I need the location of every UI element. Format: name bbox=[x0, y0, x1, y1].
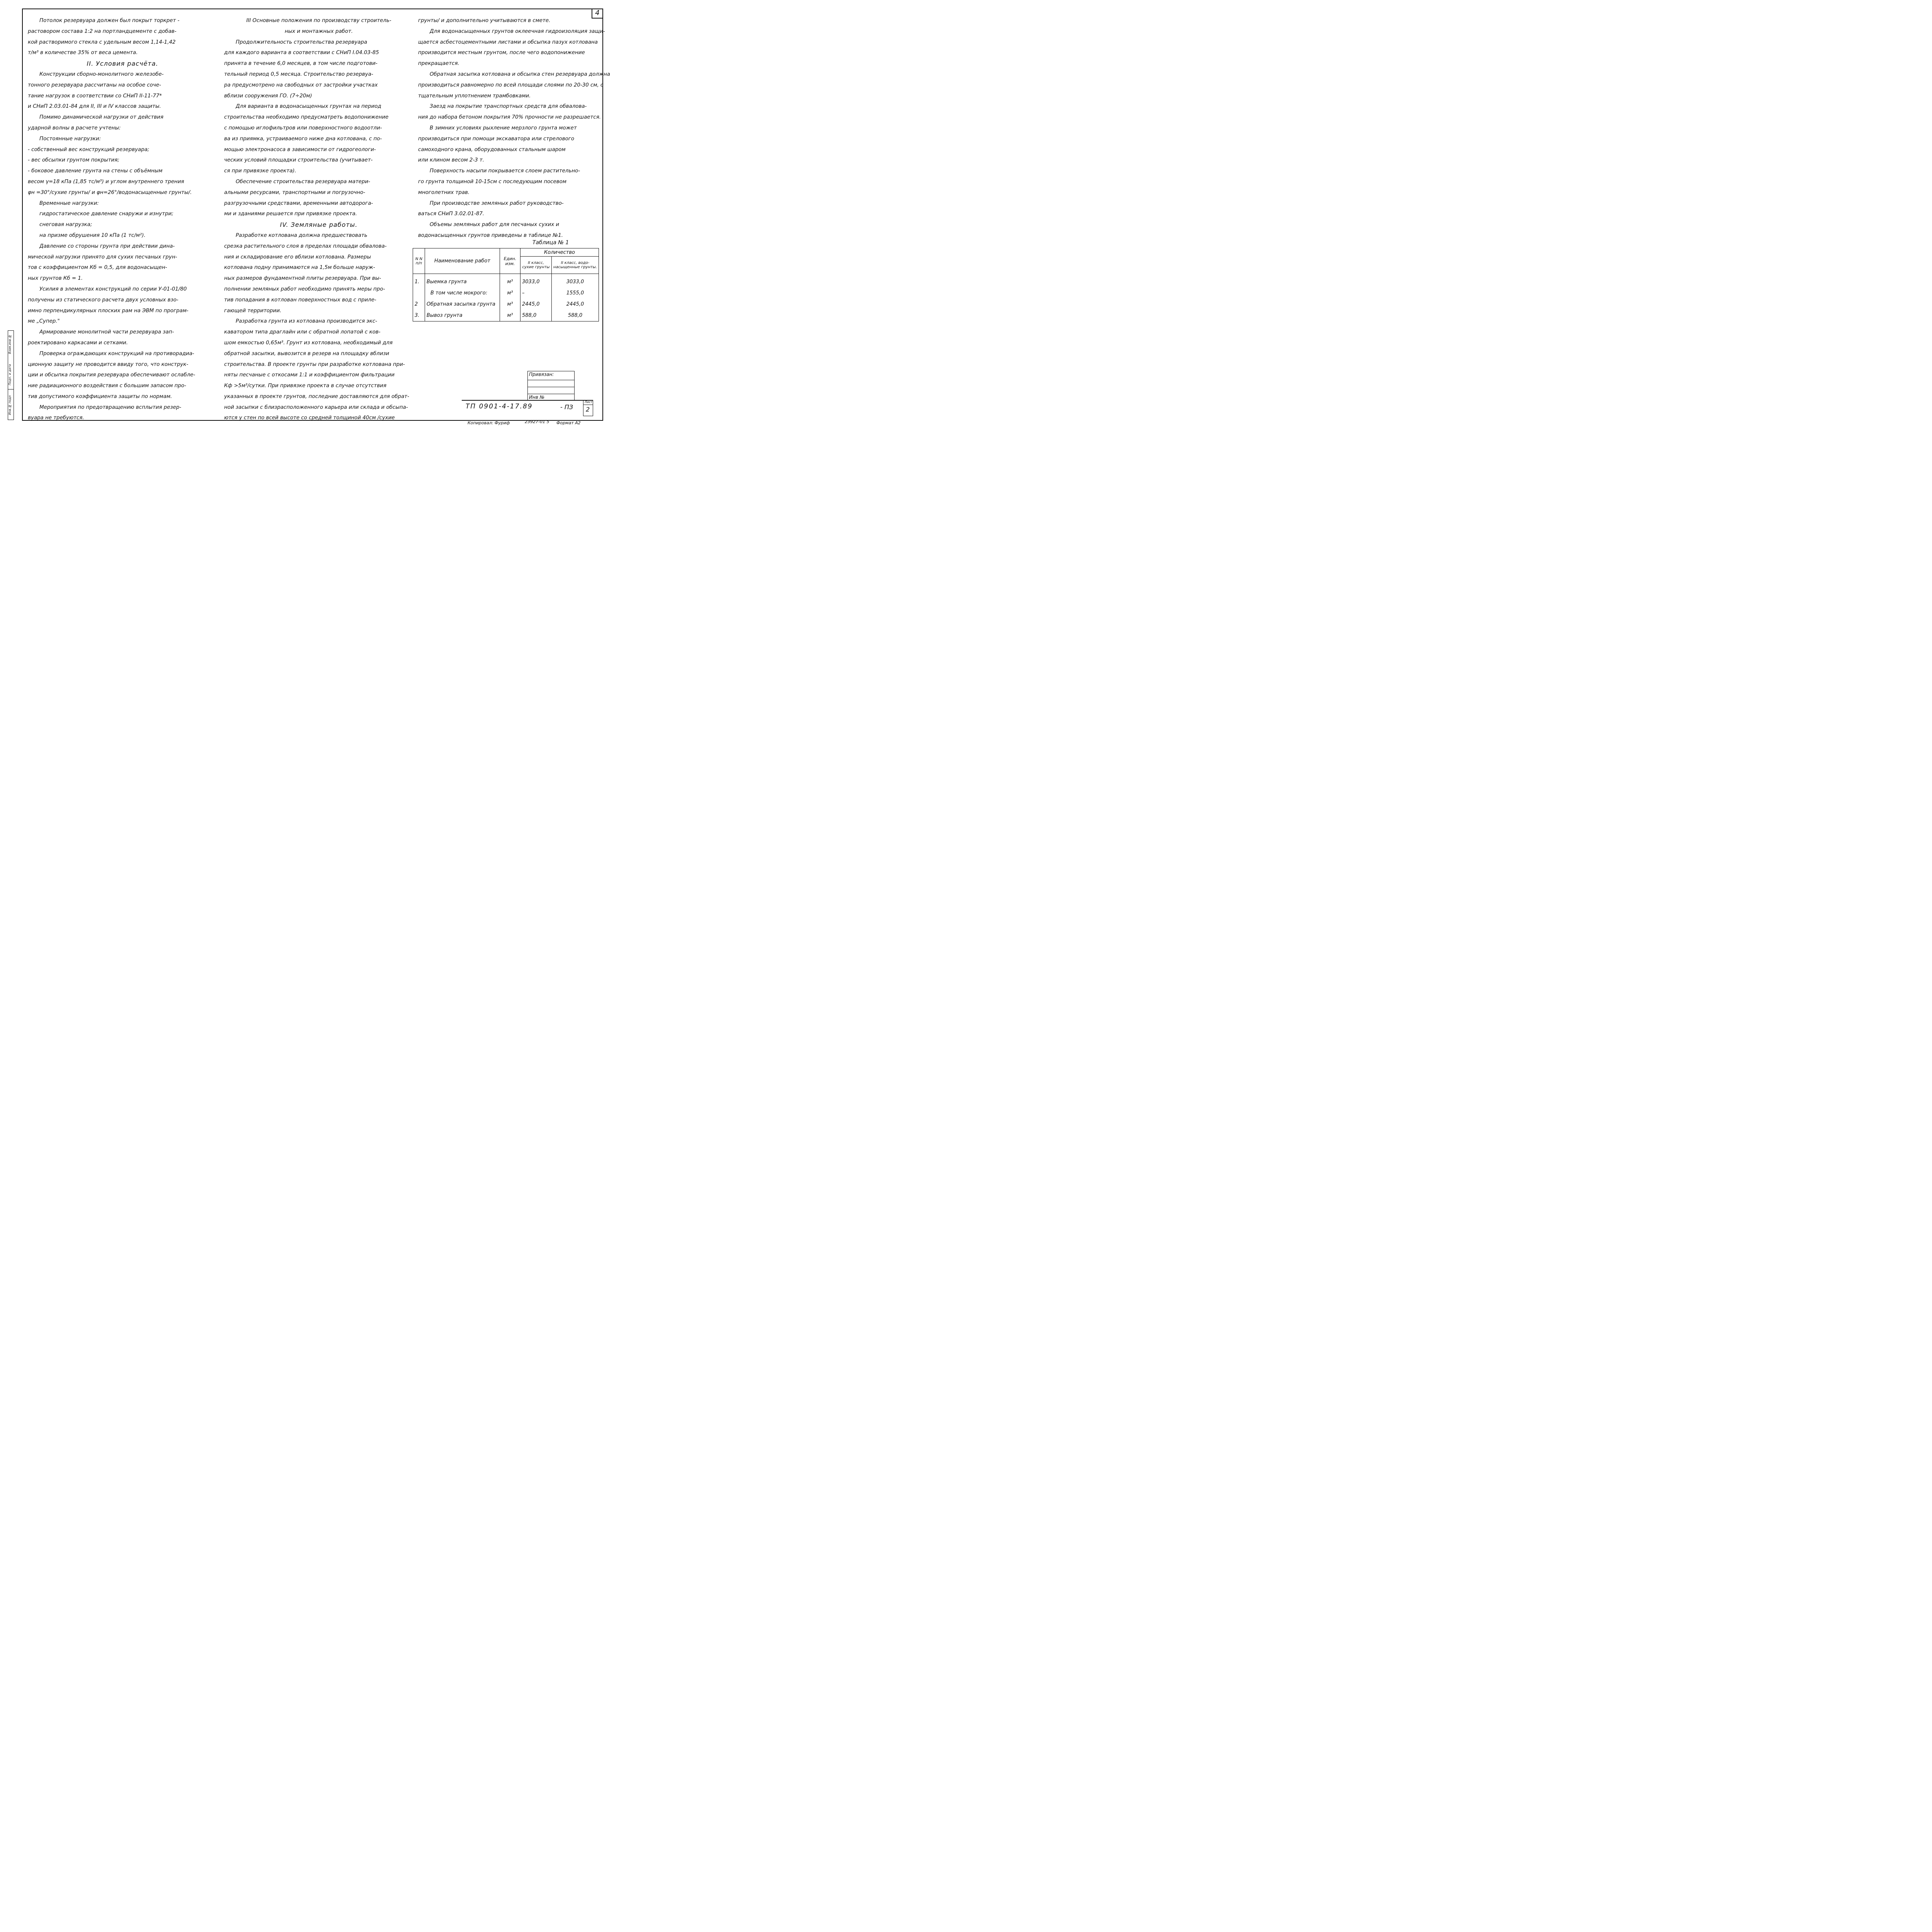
approval-sidebar bbox=[8, 330, 14, 420]
text-line: кой растворимого стекла с удельным весом 1,14-1,42 bbox=[28, 39, 176, 45]
table-row bbox=[413, 274, 599, 288]
cell-num: 3. bbox=[413, 310, 425, 321]
text-line: самоходного крана, оборудованных стальным шаром bbox=[418, 146, 566, 153]
text-line: тщательным уплотнением трамбовками. bbox=[418, 93, 531, 99]
text-line: вуара не требуются. bbox=[28, 415, 84, 421]
text-line: и СНиП 2.03.01-84 для II, III и IV классов защиты. bbox=[28, 104, 161, 110]
text-line: Усилия в элементах конструкций по серии У-01-01/80 bbox=[39, 286, 187, 292]
text-line: го грунта толщиной 10-15см с последующим посевом bbox=[418, 179, 566, 185]
cell-unit: м³ bbox=[500, 299, 520, 310]
cell-num: 2 bbox=[413, 299, 425, 310]
column-right bbox=[418, 15, 610, 241]
text-line: тонного резервуара рассчитаны на особое соче- bbox=[28, 82, 161, 88]
text-line: При производстве земляных работ руководство- bbox=[430, 200, 564, 206]
text-line: прекращается. bbox=[418, 61, 459, 67]
sidebar-inv: Инв.№ подл bbox=[8, 391, 14, 420]
text-line: гающей территории. bbox=[224, 308, 282, 314]
header-qty: Количество bbox=[520, 248, 599, 257]
cell-unit: м³ bbox=[500, 274, 520, 288]
text-line: Разработке котлована должна предшествовать bbox=[236, 232, 367, 238]
text-line: на призме обрушения 10 кПа (1 тс/м²). bbox=[39, 232, 146, 238]
text-line: с помощью иглофильтров или поверхностного водоотли- bbox=[224, 125, 382, 131]
text-line: котлована подну принимаются на 1,5м больше наруж- bbox=[224, 265, 375, 271]
text-line: ных грунтов Кб = 1. bbox=[28, 276, 83, 282]
text-line: или клином весом 2-3 т. bbox=[418, 157, 485, 163]
text-line: В зимних условиях рыхление мерзлого грунта может bbox=[430, 125, 577, 131]
text-line: водонасыщенных грунтов приведены в таблице №1. bbox=[418, 232, 563, 238]
text-line: мощью электронасоса в зависимости от гидрогеологи- bbox=[224, 146, 376, 153]
sheet-box bbox=[583, 400, 593, 416]
text-line: Продолжительность строительства резервуара bbox=[236, 39, 367, 45]
cell-unit: м³ bbox=[500, 310, 520, 321]
header-wet: II класс, водо-насыщенные грунты. bbox=[551, 257, 599, 274]
cell-dry: 2445,0 bbox=[520, 299, 552, 310]
text-line: производиться при помощи экскаватора или стрелового bbox=[418, 136, 575, 142]
text-line: Обратная засыпка котлована и обсыпка стен резервуара должна bbox=[430, 71, 610, 77]
table-row bbox=[413, 299, 599, 310]
text-line: для каждого варианта в соответствии с СНиП I.04.03-85 bbox=[224, 50, 379, 56]
text-line: срезка растительного слоя в пределах площади обвалова- bbox=[224, 243, 387, 249]
copied-by: Копировал: Фуриф bbox=[468, 420, 510, 425]
text-line: ние радиационного воздействия с большим запасом про- bbox=[28, 383, 186, 389]
text-line: ме „Супер." bbox=[28, 318, 60, 325]
text-line: гидростатическое давление снаружи и изнутри; bbox=[39, 211, 173, 217]
text-line: ва из приямка, устраиваемого ниже дна котлована, с по- bbox=[224, 136, 382, 142]
text-line: няты песчаные с откосами 1:1 и коэффициентом фильтрации bbox=[224, 372, 395, 378]
cell-name: Вывоз грунта bbox=[425, 310, 500, 321]
text-line: ции и обсыпка покрытия резервуара обеспечивают ослабле- bbox=[28, 372, 196, 378]
cell-name: В том числе мокрого: bbox=[425, 287, 500, 299]
text-line: Помимо динамической нагрузки от действия bbox=[39, 114, 163, 121]
text-line: Для водонасыщенных грунтов оклеечная гидроизоляция защи- bbox=[430, 28, 605, 34]
text-line: получены из статического расчета двух условных взо- bbox=[28, 297, 179, 303]
text-line: Временные нагрузки: bbox=[39, 200, 99, 206]
text-line: производиться равномерно по всей площади слоями по 20-30 см, с bbox=[418, 82, 604, 88]
text-line: указанных в проекте грунтов, последние доставляются для обрат- bbox=[224, 393, 409, 400]
header-dry: II класс, сухие грунты bbox=[520, 257, 552, 274]
text-line: ударной волны в расчете учтены: bbox=[28, 125, 121, 131]
cell-num bbox=[413, 287, 425, 299]
text-line: тив попадания в котлован поверхностных вод с приле- bbox=[224, 297, 376, 303]
text-line: ваться СНиП 3.02.01-87. bbox=[418, 211, 485, 217]
cell-wet: 1555,0 bbox=[551, 287, 599, 299]
text-line: обратной засыпки, вывозится в резерв на площадку вблизи bbox=[224, 350, 389, 357]
text-line: мической нагрузки принято для сухих песчаных грун- bbox=[28, 254, 177, 260]
cell-wet: 2445,0 bbox=[551, 299, 599, 310]
text-line: ми и зданиями решается при привязке проекта. bbox=[224, 211, 357, 217]
cell-unit: м³ bbox=[500, 287, 520, 299]
text-line: каватором типа драглайн или с обратной лопатой с ков- bbox=[224, 329, 381, 335]
text-line: грунты/ и дополнительно учитываются в смете. bbox=[418, 18, 551, 24]
text-line: тив допустимого коэффициента защиты по нормам. bbox=[28, 393, 172, 400]
text-line: т/м³ в количестве 35% от веса цемента. bbox=[28, 50, 138, 56]
text-line: щается асбестоцементными листами и обсыпка пазух котлована bbox=[418, 39, 598, 45]
cell-wet: 588,0 bbox=[551, 310, 599, 321]
cell-num: 1. bbox=[413, 274, 425, 288]
text-line: тов с коэффициентом Кб = 0,5, для водонасыщен- bbox=[28, 265, 167, 271]
sidebar-vzam: Взам.инв.№ bbox=[8, 335, 12, 354]
text-line: тельный период 0,5 месяца. Строительство резервуа- bbox=[224, 71, 373, 77]
text-line: ния до набора бетоном покрытия 70% прочности не разрешается. bbox=[418, 114, 601, 121]
text-line: Проверка ограждающих конструкций на противорадиа- bbox=[39, 350, 194, 357]
document-part: - ПЗ bbox=[560, 403, 573, 411]
cell-dry: 588,0 bbox=[520, 310, 552, 321]
table-caption: Таблица № 1 bbox=[532, 240, 569, 246]
text-line: ются у стен по всей высоте со средней толщиной 40см /сухие bbox=[224, 415, 395, 421]
cell-name: Обратная засыпка грунта bbox=[425, 299, 500, 310]
text-line: весом γ=18 кПа (1,85 тс/м³) и углом внутреннего трения bbox=[28, 179, 184, 185]
cell-wet: 3033,0 bbox=[551, 274, 599, 288]
section-heading: II. Условия расчёта. bbox=[87, 60, 158, 68]
earthworks-table bbox=[413, 248, 599, 321]
text-line: Объемы земляных работ для песчаных сухих и bbox=[430, 222, 560, 228]
sheet-label: Лист bbox=[585, 400, 593, 404]
text-line: Обеспечение строительства резервуара матери- bbox=[236, 179, 371, 185]
text-line: ния и складирование его вблизи котлована. Размеры bbox=[224, 254, 371, 260]
text-line: роектировано каркасами и сетками. bbox=[28, 340, 128, 346]
text-line: принята в течение 6,0 месяцев, в том числе подготови- bbox=[224, 61, 378, 67]
text-line: строительства. В проекте грунты при разработке котлована при- bbox=[224, 361, 405, 367]
inventory-label: Инв № bbox=[529, 395, 545, 400]
text-line: снеговая нагрузка; bbox=[39, 222, 92, 228]
text-line: Поверхность насыпи покрывается слоем растительно- bbox=[430, 168, 580, 174]
sheet-page: 2 bbox=[586, 406, 590, 413]
text-line: вблизи сооружения ГО. (7÷20м) bbox=[224, 93, 312, 99]
text-line: тание нагрузок в соответствии со СНиП II-11-77* bbox=[28, 93, 162, 99]
text-line: - собственный вес конструкций резервуара; bbox=[28, 146, 150, 153]
text-line: ционную защиту не проводится ввиду того, что конструк- bbox=[28, 361, 189, 367]
text-line: производится местным грунтом, после чего водопонижение bbox=[418, 50, 585, 56]
text-line: ческих условий площадки строительства (учитывает- bbox=[224, 157, 373, 163]
table-row bbox=[413, 310, 599, 321]
text-line: Конструкции сборно-монолитного железобе- bbox=[39, 71, 164, 77]
paper-format: Формат А2 bbox=[556, 420, 581, 425]
order-number: 23927-01 5 bbox=[525, 419, 549, 424]
text-line: - боковое давление грунта на стены с объёмным bbox=[28, 168, 163, 174]
header-name: Наименование работ bbox=[425, 248, 500, 274]
text-line: ных размеров фундаментной плиты резервуара. При вы- bbox=[224, 276, 381, 282]
text-line: Кф >5м³/сутки. При привязке проекта в случае отсутствия bbox=[224, 383, 386, 389]
text-line: Давление со стороны грунта при действии дина- bbox=[39, 243, 175, 249]
header-num: N N п/п bbox=[413, 248, 425, 274]
text-line: Заезд на покрытие транспортных средств для обвалова- bbox=[430, 104, 587, 110]
text-line: полнении земляных работ необходимо принять меры про- bbox=[224, 286, 385, 292]
table-row bbox=[413, 287, 599, 299]
text-line: многолетних трав. bbox=[418, 189, 470, 196]
text-line: ра предусмотрено на свободных от застройки участках bbox=[224, 82, 378, 88]
text-line: Потолок резервуара должен был покрыт торкрет - bbox=[39, 18, 180, 24]
text-line: шом емкостью 0,65м³. Грунт из котлована, необходимый для bbox=[224, 340, 393, 346]
text-line: имно перпендикулярных плоских рам на ЭВМ по програм- bbox=[28, 308, 189, 314]
text-line: ся при привязке проекта). bbox=[224, 168, 296, 174]
header-unit: Един. изм. bbox=[500, 248, 520, 274]
text-line: альными ресурсами, транспортными и погрузочно- bbox=[224, 189, 366, 196]
text-line: φн =30°/сухие грунты/ и φн=26°/водонасыщенные грунты/. bbox=[28, 189, 192, 196]
column-left bbox=[28, 15, 217, 423]
section-heading: III Основные положения по производству строитель- bbox=[246, 18, 391, 24]
document-code: ТП 0901-4-17.89 bbox=[466, 403, 533, 410]
text-line: Постоянные нагрузки: bbox=[39, 136, 101, 142]
text-line: ной засыпки с близрасположенного карьера или склада и обсыпа- bbox=[224, 404, 408, 410]
title-block bbox=[462, 371, 593, 416]
text-line: разгрузочными средствами, временными автодорога- bbox=[224, 200, 373, 206]
column-middle bbox=[224, 15, 413, 423]
text-line: Для варианта в водонасыщенных грунтах на период bbox=[236, 104, 381, 110]
text-line: растовором состава 1:2 на портландцементе с добав- bbox=[28, 28, 177, 34]
binding-label: Привязан: bbox=[529, 372, 554, 377]
section-heading: IV. Земляные работы. bbox=[280, 221, 358, 229]
text-line: Армирование монолитной части резервуара зап- bbox=[39, 329, 174, 335]
text-line: - вес обсыпки грунтом покрытия; bbox=[28, 157, 119, 163]
sidebar-podp: Подп. и дата bbox=[8, 360, 14, 389]
text-line: строительства необходимо предусматреть водопонижение bbox=[224, 114, 389, 121]
text-line: Разработка грунта из котлована производится экс- bbox=[236, 318, 378, 325]
cell-dry: – bbox=[520, 287, 552, 299]
text-line: Мероприятия по предотвращению всплытия резер- bbox=[39, 404, 182, 410]
cell-name: Выемка грунта bbox=[425, 274, 500, 288]
section-heading: ных и монтажных работ. bbox=[284, 28, 353, 34]
cell-dry: 3033,0 bbox=[520, 274, 552, 288]
sheet-number: 4 bbox=[592, 9, 602, 19]
